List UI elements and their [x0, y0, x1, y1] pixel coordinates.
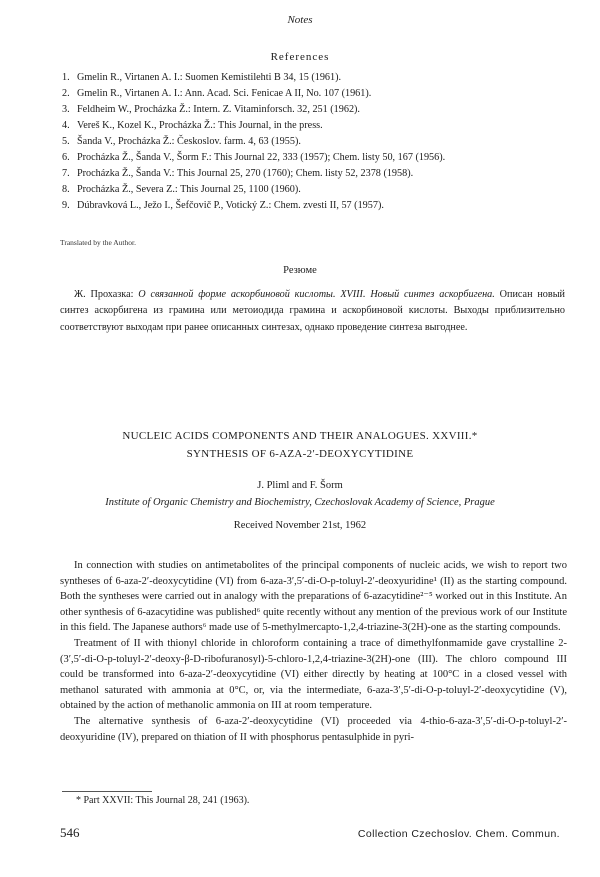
reference-number: 5.	[62, 136, 70, 147]
article-title-line: SYNTHESIS OF 6-AZA-2′-DEOXYCYTIDINE	[186, 448, 414, 460]
reference-item	[62, 134, 562, 150]
reference-item	[62, 86, 562, 102]
reference-text: Procházka Ž., Šanda V.: This Journal 25, 270 (1760); Chem. listy 52, 2378 (1958).	[77, 168, 414, 179]
footnote-divider	[62, 791, 152, 792]
reference-text: Feldheim W., Procházka Ž.: Intern. Z. Vitaminforsch. 32, 251 (1962).	[77, 104, 360, 115]
article-affiliation: Institute of Organic Chemistry and Biochemistry, Czechoslovak Academy of Science, Prague	[105, 497, 495, 508]
reference-number: 7.	[62, 168, 70, 179]
footnote: * Part XXVII: This Journal 28, 241 (1963).	[76, 795, 250, 806]
page-number: 546	[60, 825, 80, 840]
summary-paragraph	[60, 287, 565, 336]
reference-item	[62, 102, 562, 118]
translator-note: Translated by the Author.	[60, 238, 136, 247]
summary-author: Ж. Прохазка:	[74, 289, 134, 300]
reference-item	[62, 118, 562, 134]
reference-number: 3.	[62, 104, 70, 115]
reference-number: 8.	[62, 184, 70, 195]
summary-block	[60, 287, 565, 336]
summary-body: Описан новый синтез аскорбигена из грамина или метоиодида грамина и аскорбиновой кислоты. Выходы приблизительно соответствуют выходам при ранее описанных синтезах, однако проведение синтеза выгоднее.	[60, 289, 565, 333]
reference-list	[62, 70, 562, 214]
reference-number: 2.	[62, 88, 70, 99]
reference-number: 4.	[62, 120, 70, 131]
reference-text: Procházka Ž., Šanda V., Šorm F.: This Journal 22, 333 (1957); Chem. listy 50, 167 (1956).	[77, 152, 446, 163]
reference-text: Procházka Ž., Severa Z.: This Journal 25, 1100 (1960).	[77, 184, 301, 195]
body-paragraph: In connection with studies on antimetabolites of the principal components of nucleic acids, we wish to report two syntheses of 6-aza-2′-deoxycytidine (VI) from 6-aza-3′,5′-di-O-p-toluyl-2′-deoxyuridine¹ (II) as the starting compound. Both the syntheses were carried out in analogy with the preparations of 6-azacytidine²⁻⁵ worked out in this Institute. An other synthesis of 6-azacytidine was published⁶ quite recently without any mention of the previous work of our Institute in this field. The Japanese authors⁶ made use of 5-methylmercapto-1,2,4-triazine-3(2H)-one as the starting compounds.	[60, 560, 567, 634]
body-paragraph: The alternative synthesis of 6-aza-2′-deoxycytidine (VI) proceeded via 4-thio-6-aza-3′,5′-di-O-p-toluyl-2′-deoxyuridine (IV), prepared on thiation of II with phosphorus pentasulphide in pyri-	[60, 715, 567, 743]
reference-item	[62, 70, 562, 86]
reference-item	[62, 182, 562, 198]
journal-name: Collection Czechoslov. Chem. Commun.	[357, 828, 560, 840]
reference-text: Šanda V., Procházka Ž.: Českoslov. farm. 4, 63 (1955).	[77, 136, 301, 147]
reference-text: Vereš K., Kozel K., Procházka Ž.: This Journal, in the press.	[77, 120, 323, 131]
reference-number: 1.	[62, 72, 70, 83]
received-date: Received November 21st, 1962	[233, 520, 367, 531]
body-paragraph: Treatment of II with thionyl chloride in chloroform containing a trace of dimethylfonmamide gave crystalline 2-(3′,5′-di-O-p-toluyl-2′-deoxy-β-D-ribofuranosyl)-5-chloro-1,2,4-triazine-3(2H)-one (III). The chloro compound III could be transformed into 6-aza-2′-deoxycytidine (VI) either directly by heating at 100°C in a closed vessel with methanol saturated with ammonia at 0°C, or, via the intermediate, 6-aza-3′,5′-di-O-p-toluyl-2′-deoxycytidine (V), obtained by the action of methanolic ammonia on III at room temperature.	[60, 637, 567, 712]
reference-text: Gmelin R., Virtanen A. I.: Ann. Acad. Sci. Fenicae A II, No. 107 (1961).	[77, 88, 372, 99]
article-title-line: NUCLEIC ACIDS COMPONENTS AND THEIR ANALOGUES. XXVIII.*	[122, 430, 478, 442]
summary-title-italic: О связанной форме аскорбиновой кислоты. XVIII. Новый синтез аскорбигена.	[138, 289, 495, 300]
reference-number: 6.	[62, 152, 70, 163]
references-heading: References	[270, 51, 330, 63]
reference-item	[62, 150, 562, 166]
reference-number: 9.	[62, 200, 70, 211]
reference-item	[62, 166, 562, 182]
summary-heading: Резюме	[283, 265, 317, 276]
running-head: Notes	[287, 14, 313, 26]
reference-text: Dúbravková L., Ježo I., Šefčovič P., Votický Z.: Chem. zvesti II, 57 (1957).	[77, 200, 384, 211]
reference-item	[62, 198, 562, 214]
article-body	[60, 558, 567, 745]
article-authors: J. Pliml and F. Šorm	[257, 480, 343, 491]
reference-text: Gmelin R., Virtanen A. I.: Suomen Kemistilehti B 34, 15 (1961).	[77, 72, 342, 83]
article-title	[0, 427, 600, 463]
